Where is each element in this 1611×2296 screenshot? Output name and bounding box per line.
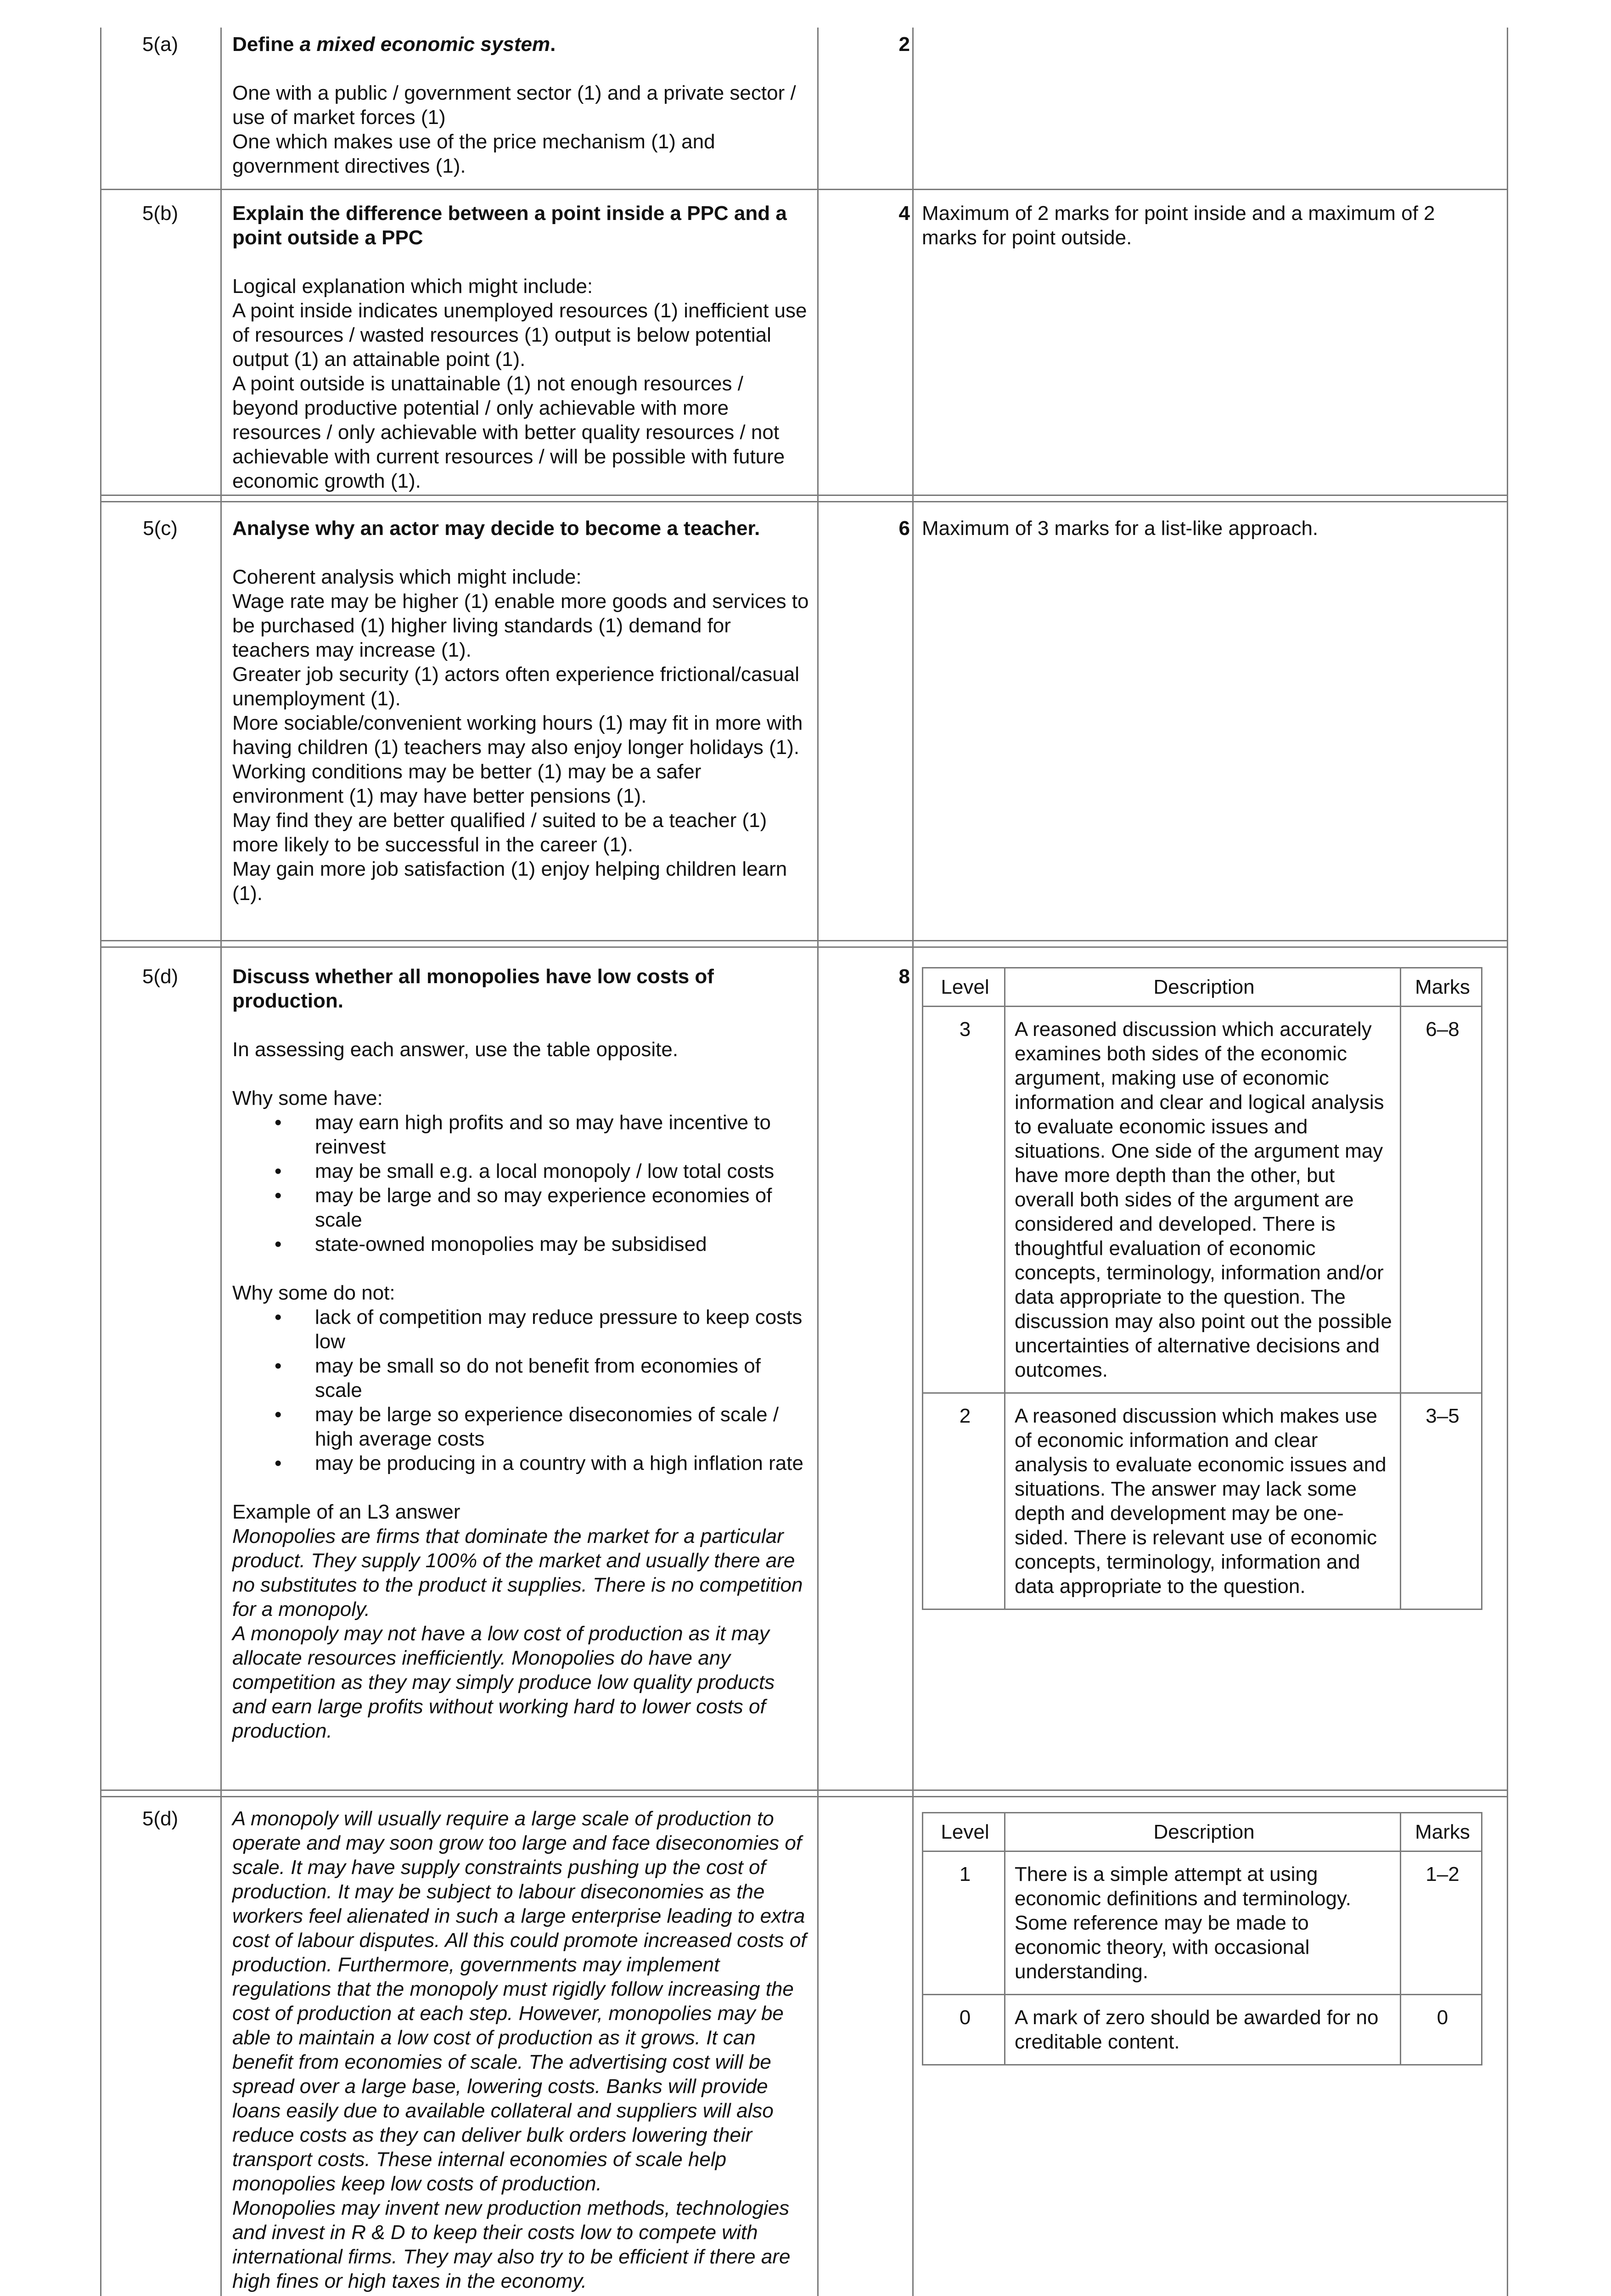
- answer-intro: Coherent analysis which might include:: [232, 566, 582, 588]
- marks-cell: 1–2: [1401, 1851, 1482, 1995]
- description-cell: A reasoned discussion which accurately examines both sides of the economic argument, making use of economic information and clear and logical analysis to evaluate economic issues and situations. One side of the argument may have more depth than the other, but overall both sides of the argument are considered and developed. There is thoughtful evaluation of economic concepts, terminology, information and/or data appropriate to the question. The discussion may also point out the possible uncertainties of alternative decisions and outcomes.: [1005, 1007, 1401, 1393]
- question-number: 5(d): [142, 965, 179, 988]
- answer-cell: [232, 964, 812, 1743]
- answer-line: Wage rate may be higher (1) enable more goods and services to be purchased (1) higher living standards (1) demand for teachers may increase (1).: [232, 590, 809, 661]
- answer-line: A point outside is unattainable (1) not enough resources / beyond productive potential / only achievable with more resources / only achievable with better quality resources / not achievable with current resources / will be possible with future economic growth (1).: [232, 372, 785, 492]
- list-item: • may earn high profits and so may have incentive to reinvest: [232, 1110, 812, 1159]
- answer-line: Greater job security (1) actors often experience frictional/casual unemployment (1).: [232, 663, 800, 710]
- answer-cell: [232, 32, 812, 178]
- answer-line: More sociable/convenient working hours (1) may fit in more with having children (1) teachers may also enjoy longer holidays (1).: [232, 712, 803, 759]
- list-item: • may be small e.g. a local monopoly / low total costs: [232, 1159, 812, 1183]
- table-row: [923, 1393, 1482, 1609]
- level-table-lower: [922, 1812, 1482, 2065]
- marks-value: 8: [898, 965, 910, 988]
- question-number: 5(d): [142, 1807, 179, 1830]
- guidance-text: Maximum of 2 marks for point inside and a maximum of 2 marks for point outside.: [922, 202, 1435, 249]
- example-paragraph: Monopolies are firms that dominate the market for a particular product. They supply 100% of the market and usually there are no substitutes to the product it supplies. There is no competition for a monopoly.: [232, 1525, 803, 1621]
- row-5b: [100, 190, 1508, 502]
- level-cell: 2: [923, 1393, 1005, 1609]
- answer-line: May gain more job satisfaction (1) enjoy helping children learn (1).: [232, 858, 787, 905]
- row-5d-1: [100, 948, 1508, 1797]
- level-header: Level: [923, 1813, 1005, 1851]
- table-row: [923, 1995, 1482, 2065]
- description-cell: A reasoned discussion which makes use of economic information and clear analysis to evaluate economic issues and situations. The answer may lack some depth and development may be one-sided. There is relevant use of economic concepts, terminology, information and data appropriate to the question.: [1005, 1393, 1401, 1609]
- description-cell: A mark of zero should be awarded for no creditable content.: [1005, 1995, 1401, 2065]
- description-cell: There is a simple attempt at using economic definitions and terminology. Some reference may be made to economic theory, with occasional understanding.: [1005, 1851, 1401, 1995]
- answer-cell: [232, 516, 812, 906]
- list-item: • may be producing in a country with a high inflation rate: [232, 1451, 812, 1475]
- row-5c: [100, 502, 1508, 948]
- marks-header: Marks: [1401, 1813, 1482, 1851]
- section-heading: Why some do not:: [232, 1282, 395, 1304]
- guidance-text: Maximum of 3 marks for a list-like approach.: [922, 517, 1319, 540]
- level-header: Level: [923, 968, 1005, 1007]
- example-paragraph: A monopoly may not have a low cost of production as it may allocate resources inefficiently. Monopolies do have any competition as they may simply produce low quality products and earn large profits without working hard to lower costs of production.: [232, 1622, 775, 1742]
- marks-value: 4: [898, 202, 910, 225]
- question-text: Discuss whether all monopolies have low costs of production.: [232, 965, 714, 1012]
- question-number: 5(b): [142, 202, 179, 225]
- answer-line: A point inside indicates unemployed resources (1) inefficient use of resources / wasted resources (1) output is below potential output (1) an attainable point (1).: [232, 299, 807, 371]
- bullet-list: [232, 1110, 812, 1256]
- answer-intro: Logical explanation which might include:: [232, 275, 593, 298]
- marks-cell: 0: [1401, 1995, 1482, 2065]
- question-number: 5(a): [142, 33, 179, 56]
- table-row: [923, 1851, 1482, 1995]
- table-row: [923, 1007, 1482, 1393]
- row-5a: [100, 28, 1508, 190]
- example-paragraph: A monopoly will usually require a large scale of production to operate and may soon grow too large and face diseconomies of scale. It may have supply constraints pushing up the cost of production. It may be subject to labour diseconomies as the workers feel alienated in such a large enterprise leading to extra cost of labour disputes. All this could promote increased costs of production. Furthermore, governments may implement regulations that the monopoly must rigidly follow increasing the cost of production at each step. However, monopolies may be able to maintain a low cost of production as it grows. It can benefit from economies of scale. The advertising cost will be spread over a large base, lowering costs. Banks will provide loans easily due to available collateral and suppliers will also reduce costs as they can deliver bulk orders lowering their transport costs. These internal economies of scale help monopolies keep low costs of production.: [232, 1807, 807, 2195]
- list-item: • may be small so do not benefit from economies of scale: [232, 1354, 812, 1402]
- instruction-text: In assessing each answer, use the table opposite.: [232, 1038, 679, 1061]
- list-item: • may be large so experience diseconomies of scale / high average costs: [232, 1402, 812, 1451]
- level-table-upper: [922, 967, 1482, 1610]
- example-paragraph: Monopolies may invent new production methods, technologies and invest in R & D to keep their costs low to compete with international firms. They may also try to be efficient if there are high fines or high taxes in the economy.: [232, 2197, 791, 2292]
- marks-cell: 3–5: [1401, 1393, 1482, 1609]
- marks-value: 2: [898, 33, 910, 56]
- description-header: Description: [1005, 968, 1401, 1007]
- list-item: • state-owned monopolies may be subsidised: [232, 1232, 812, 1256]
- answer-cell: [232, 201, 812, 493]
- marks-header: Marks: [1401, 968, 1482, 1007]
- answer-line: One which makes use of the price mechanism (1) and government directives (1).: [232, 130, 715, 177]
- bullet-list: [232, 1305, 812, 1475]
- example-heading: Example of an L3 answer: [232, 1501, 460, 1523]
- question-text: Analyse why an actor may decide to become a teacher.: [232, 517, 760, 540]
- list-item: • lack of competition may reduce pressure to keep costs low: [232, 1305, 812, 1354]
- answer-cell: [232, 1806, 812, 2296]
- answer-line: One with a public / government sector (1) and a private sector / use of market forces (1): [232, 82, 796, 129]
- marks-value: 6: [898, 517, 910, 540]
- question-number: 5(c): [143, 517, 178, 540]
- description-header: Description: [1005, 1813, 1401, 1851]
- question-text: Explain the difference between a point inside a PPC and a point outside a PPC: [232, 202, 787, 249]
- level-cell: 3: [923, 1007, 1005, 1393]
- question-text: Define a mixed economic system.: [232, 33, 556, 56]
- marks-cell: 6–8: [1401, 1007, 1482, 1393]
- section-heading: Why some have:: [232, 1087, 383, 1109]
- row-5d-2: [100, 1797, 1508, 2296]
- answer-line: May find they are better qualified / suited to be a teacher (1) more likely to be successful in the career (1).: [232, 809, 767, 856]
- level-cell: 1: [923, 1851, 1005, 1995]
- answer-line: Working conditions may be better (1) may be a safer environment (1) may have better pensions (1).: [232, 760, 702, 807]
- list-item: • may be large and so may experience economies of scale: [232, 1183, 812, 1232]
- level-cell: 0: [923, 1995, 1005, 2065]
